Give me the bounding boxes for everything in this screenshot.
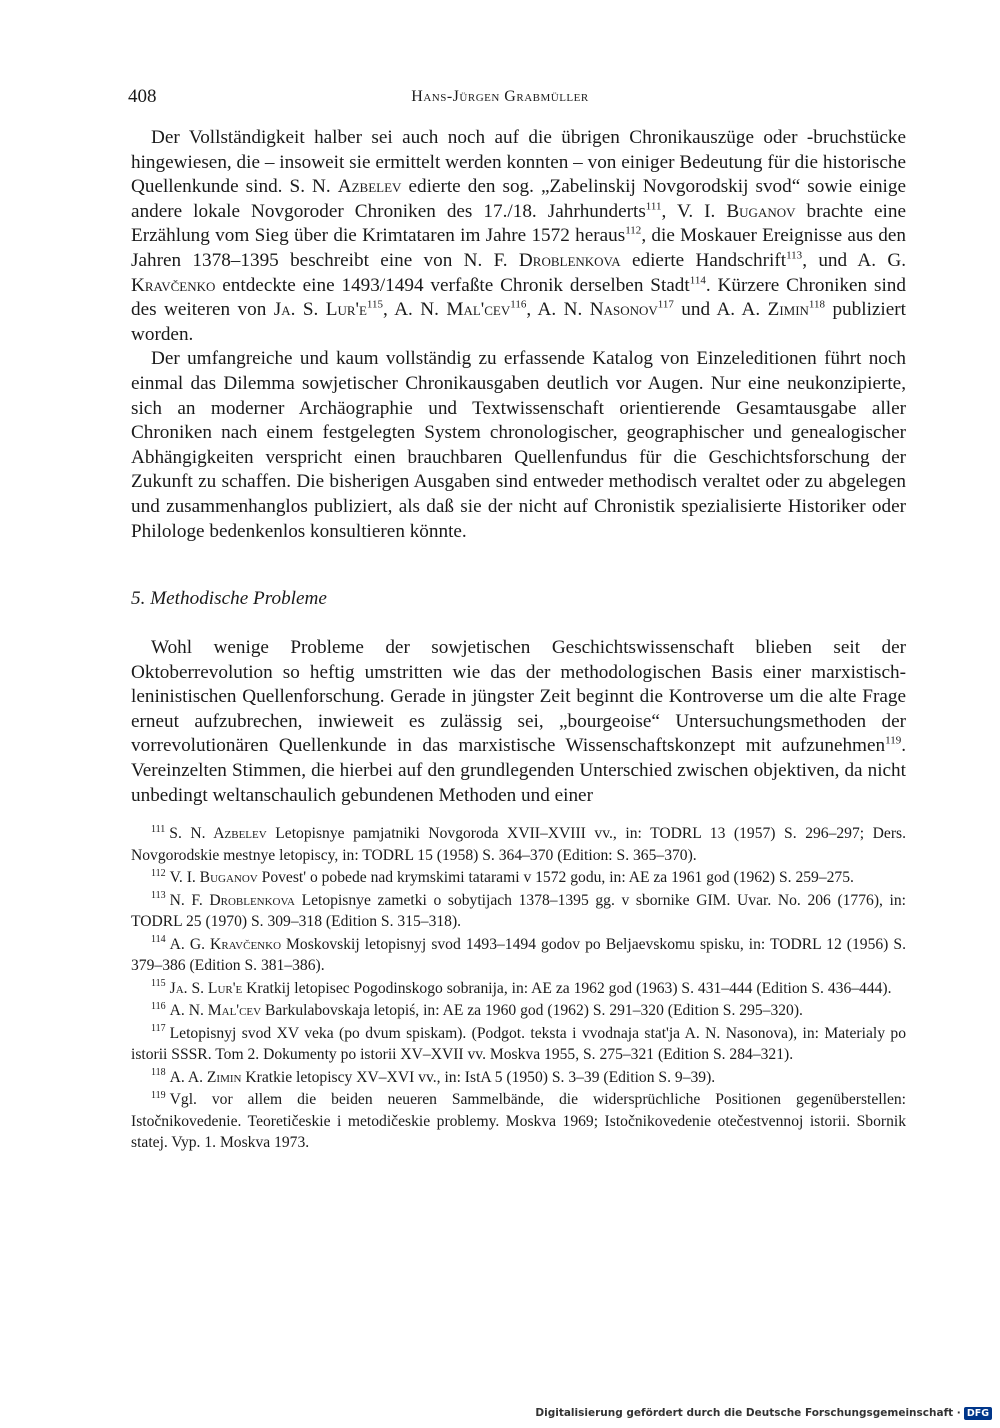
page-header [0,86,1000,110]
digitization-note: Digitalisierung gefördert durch die Deutsche Forschungsgemeinschaft · [535,1407,961,1419]
digitization-banner [535,1404,992,1422]
footnote: $^{113}$ N. F. Droblenkova Letopisnye zametki o sobytijach 1378–1395 gg. v sbornike GIM. Uvar. No. 206 (1776), in: TODRL 25 (1970) S. 309–318 (Edition S. 315–318). [131,890,906,930]
footnote-ref[interactable]: 117 [657,298,674,311]
footnote-number: 113 [151,890,166,902]
author-name: Zimin [767,299,809,321]
footnote: $^{119}$ Vgl. vor allem die beiden neueren Sammelbände, die widersprüchliche Positionen gegenüberstellen: Istočnikovedenie. Teoretičeskie i metodičeskie problemy. Moskva 1969; Istočnikovedenie otečestvennoj istorii. Sbornik statej. Vyp. 1. Moskva 1973. [131,1089,906,1151]
author-name: Buganov [726,200,796,222]
footnote-number: 112 [151,867,166,879]
paragraph-chronicle-excerpts: Der Vollständigkeit halber sei auch noch auf die übrigen Chronikauszüge oder -bruchstücke hingewiesen, die – insoweit sie ermittelt werden konnten – von einiger Bedeutung für die historische Quellenkunde sind. S. N. Azbelev edierte den sog. „Zabelinskij Novgorodskij svod“ sowie einige andere lokale Novgoroder Chroniken des 17./18. Jahrhunderts$^{111}$, V. I. Buganov brachte eine Erzählung vom Sieg über die Krimtataren im Jahre 1572 heraus$^{112}$, die Moskauer Ereignisse aus den Jahren 1378–1395 beschreibt eine von N. F. Droblenkova edierte Handschrift$^{113}$, und A. G. Kravčenko entdeckte eine 1493/1494 verfaßte Chronik derselben Stadt$^{114}$. Kürzere Chroniken sind des weiteren von Ja. S. $Lur'e^{115}$, A. N. Mal'cev$^{116}$, A. N. Nasonov$^{117}$ und A. A. Zimin$^{118}$ publiziert worden. Der umfangreiche und kaum vollständig zu erfassende Katalog von Einzeleditionen führt noch einmal das Dilemma sowjetischer Chronikausgaben deutlich vor Augen. Nur eine neukonzipierte, sich an moderner Archäographie und Textwissenschaft orientierende Gesamtausgabe aller Chroniken nach einem festgelegten System chronologischer, geographischer und genealogischer Abhängigkeiten verspricht einen brauchbaren Quellenfundus für die Geschichtsforschung der Zukunft zu schaffen. Die bisherigen Ausgaben sind entweder methodisch veraltet oder zu abgelegen und zusammenhanglos publiziert, als daß sie der nicht auf Chronistik spezialisierte Historiker oder Philologe bedenkenlos konsultieren könnte. [131,126,906,544]
footnote-ref[interactable]: 113 [786,249,803,262]
footnote-ref[interactable]: 116 [510,298,527,311]
author-name: Kravčenko [131,274,216,296]
author-name: Azbelev [337,176,402,198]
footnote: $^{117}$ Letopisnyj svod XV veka (po dvum spiskam). (Podgot. teksta i vvodnaja stat'ja A. N. Nasonova), in: Materialy po istorii SSSR. Tom 2. Dokumenty po istorii XV–XVII vv. Moskva 1955, S. 275–321 (Edition S. 284–321). [131,1023,906,1063]
footnote: $^{116}$ A. N. Mal'cev Barkulabovskaja letopiś, in: AE za 1960 god (1962) S. 291–320 (Edition S. 295–320). [151,1000,803,1019]
running-head: Hans-Jürgen Grabmüller [411,88,589,105]
paragraph-catalog-dilemma: Der umfangreiche und kaum vollständig zu erfassende Katalog von Einzeleditionen führt noch einmal das Dilemma sowjetischer Chronikausgaben deutlich vor Augen. Nur eine neukonzipierte, sich an moderner Archäographie und Textwissenschaft orientierende Gesamtausgabe aller Chroniken nach einem festgelegten System chronologischer, geographischer und genealogischer Abhängigkeiten verspricht einen brauchbaren Quellenfundus für die Geschichtsforschung der Zukunft zu schaffen. Die bisherigen Ausgaben sind entweder methodisch veraltet oder zu abgelegen und zusammenhanglos publiziert, als daß sie der nicht auf Chronistik spezialisierte Historiker oder Philologe bedenkenlos konsultieren könnte. [131,348,906,542]
author-name: Ja. S. Lur'e [273,299,367,321]
page-number: 408 [128,86,157,107]
footnote-ref[interactable]: 114 [689,274,706,287]
dfg-logo-icon: DFG [964,1407,992,1420]
footnote-ref[interactable]: 111 [645,200,662,213]
footnote-ref[interactable]: 112 [625,224,642,237]
section-heading: 5. Methodische Probleme [131,588,327,609]
footnote-number: 116 [151,1000,166,1012]
footnote: $^{111}$ S. N. Azbelev Letopisnye pamjatniki Novgoroda XVII–XVIII vv., in: TODRL 13 (1957) S. 296–297; Ders. Novgorodskie mestnye letopiscy, in: TODRL 15 (1958) S. 364–370 (Edition: S. 365–370). [131,823,907,864]
footnote-ref[interactable]: 119 [885,734,902,747]
footnote: $^{115}$ Ja. S. Lur'e Kratkij letopisec Pogodinskogo sobranija, in: AE za 1962 god (1963) S. 431–444 (Edition S. 436–444). [151,978,892,997]
footnote-number: 115 [151,978,166,990]
author-name: Droblenkova [518,249,621,271]
footnote: $^{112}$ V. I. Buganov Povest' o pobede nad krymskimi tatarami v 1572 godu, in: AE za 1961 god (1962) S. 259–275. [151,867,854,886]
footnote-ref[interactable]: 115 [366,298,384,311]
footnote-number: 119 [151,1089,166,1101]
author-name: Mal'cev [446,299,511,321]
footnote-number: 117 [151,1023,166,1035]
footnote-number: 111 [151,823,166,835]
footnote-ref[interactable]: 118 [808,298,826,311]
footnote-number: 114 [151,934,166,946]
paragraph-methodological-problems: Wohl wenige Probleme der sowjetischen Geschichtswissenschaft blieben seit der Oktoberrevolution so heftig umstritten wie das der methodologischen Basis einer marxistisch-leninistischen Quellenforschung. Gerade in jüngster Zeit beginnt die Kontroverse um die alte Frage erneut aufzubrechen, inwieweit es zulässig sei, „bourgeoise“ Untersuchungsmethoden der vorrevolutionären Quellenkunde in das marxistische Wissenschaftskonzept mit aufzunehmen$^{119}$. Vereinzelten Stimmen, die hierbei auf den grundlegenden Unterschied zwischen objektiven, da nicht unbedingt weltanschaulich gebundenen Methoden und einer [131,637,906,806]
footnotes [131,823,906,1155]
footnote: $^{114}$ A. G. Kravčenko Moskovskij letopisnyj svod 1493–1494 godov po Beljaevskomu spisku, in: TODRL 12 (1956) S. 379–386 (Edition S. 381–386). [131,934,906,974]
footnote: $^{118}$ A. A. Zimin Kratkie letopiscy XV–XVI vv., in: IstA 5 (1950) S. 3–39 (Edition S. 9–39). [151,1067,716,1086]
author-name: Nasonov [589,299,658,321]
footnote-number: 118 [151,1067,166,1079]
